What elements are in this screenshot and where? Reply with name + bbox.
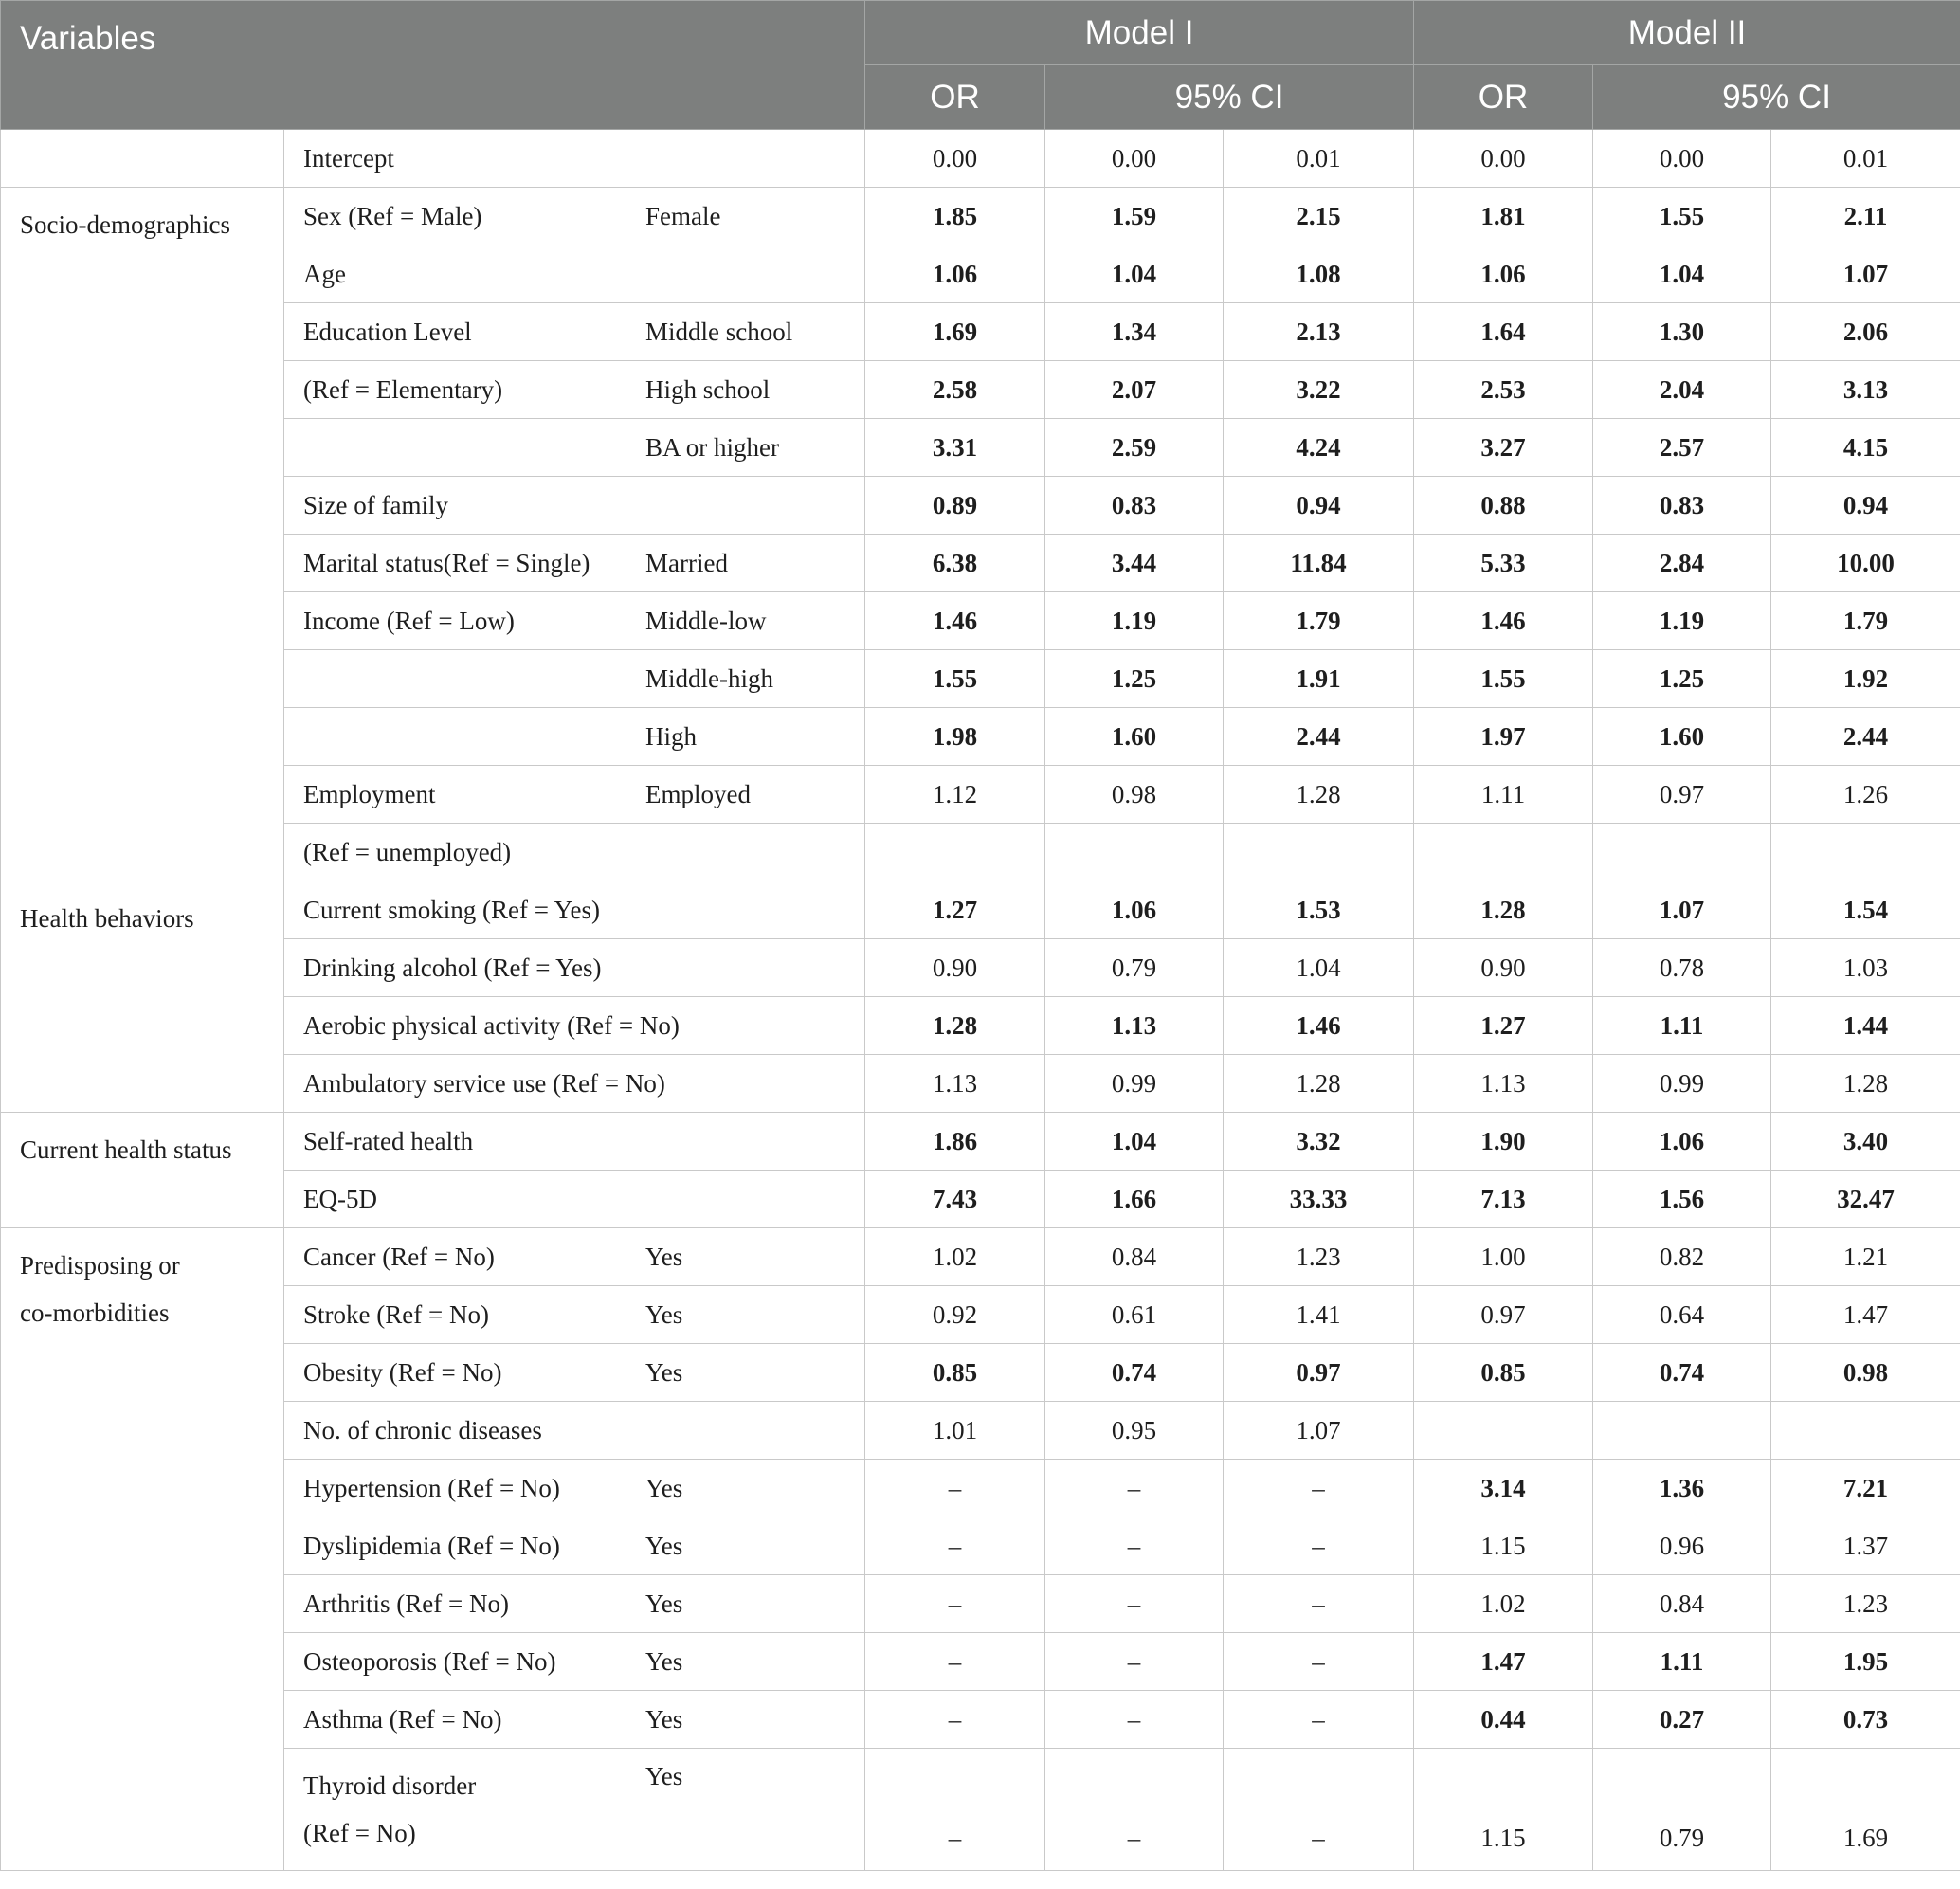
- table-row: [1, 535, 1960, 592]
- m1-or: 1.02: [865, 1228, 1045, 1286]
- variable-label: Hypertension (Ref = No): [284, 1460, 626, 1517]
- m1-or: 1.85: [865, 188, 1045, 245]
- m1-or: 0.92: [865, 1286, 1045, 1344]
- m1-or: [865, 824, 1045, 881]
- category-label: Yes: [626, 1517, 865, 1575]
- m1-ci-high: 1.07: [1224, 1402, 1414, 1460]
- m2-ci-low: 1.07: [1593, 881, 1771, 939]
- m2-ci-high: 1.21: [1771, 1228, 1960, 1286]
- m1-ci-high: 1.28: [1224, 766, 1414, 824]
- m2-or: 1.06: [1414, 245, 1593, 303]
- m1-ci-high: 2.13: [1224, 303, 1414, 361]
- category-label: High school: [626, 361, 865, 419]
- m2-ci-high: 0.94: [1771, 477, 1960, 535]
- group-predisposing-line1: Predisposing or: [20, 1251, 180, 1280]
- m2-ci-high: 32.47: [1771, 1171, 1960, 1228]
- m2-or: 0.97: [1414, 1286, 1593, 1344]
- m2-or: 2.53: [1414, 361, 1593, 419]
- table-row: [1, 824, 1960, 881]
- m2-or: [1414, 824, 1593, 881]
- m2-or: 1.55: [1414, 650, 1593, 708]
- m2-or: 1.90: [1414, 1113, 1593, 1171]
- m2-ci-low: 2.57: [1593, 419, 1771, 477]
- variable-label: Dyslipidemia (Ref = No): [284, 1517, 626, 1575]
- category-label: [626, 245, 865, 303]
- variable-label: Size of family: [284, 477, 626, 535]
- variable-label: Stroke (Ref = No): [284, 1286, 626, 1344]
- m2-ci-low: 0.83: [1593, 477, 1771, 535]
- m2-ci-high: 7.21: [1771, 1460, 1960, 1517]
- m1-ci-high: 0.01: [1224, 130, 1414, 188]
- variable-label: [284, 650, 626, 708]
- category-label: Middle-high: [626, 650, 865, 708]
- category-label: Yes: [626, 1286, 865, 1344]
- m2-ci-low: 1.19: [1593, 592, 1771, 650]
- m2-ci-high: 1.28: [1771, 1055, 1960, 1113]
- m1-ci-low: –: [1045, 1460, 1224, 1517]
- m1-ci-low: 0.00: [1045, 130, 1224, 188]
- variable-label: [284, 419, 626, 477]
- variable-label: Asthma (Ref = No): [284, 1691, 626, 1749]
- m1-ci-low: 1.13: [1045, 997, 1224, 1055]
- category-label: [626, 130, 865, 188]
- m2-or: 1.11: [1414, 766, 1593, 824]
- m2-or: 0.44: [1414, 1691, 1593, 1749]
- table-row: [1, 997, 1960, 1055]
- m1-or: 0.90: [865, 939, 1045, 997]
- m1-ci-high: 1.04: [1224, 939, 1414, 997]
- m1-ci-high: 2.15: [1224, 188, 1414, 245]
- category-label: Yes: [626, 1344, 865, 1402]
- m2-or: 1.15: [1414, 1517, 1593, 1575]
- m1-or: 0.85: [865, 1344, 1045, 1402]
- m1-ci-high: 1.28: [1224, 1055, 1414, 1113]
- m1-or: 2.58: [865, 361, 1045, 419]
- m1-ci-high: 2.44: [1224, 708, 1414, 766]
- category-label: Yes: [626, 1749, 865, 1871]
- category-label: Yes: [626, 1575, 865, 1633]
- variable-label: Obesity (Ref = No): [284, 1344, 626, 1402]
- m2-or: 1.81: [1414, 188, 1593, 245]
- table-row: [1, 303, 1960, 361]
- table-row: [1, 1460, 1960, 1517]
- m2-ci-low: 2.84: [1593, 535, 1771, 592]
- table-row: [1, 1691, 1960, 1749]
- m1-or: 1.86: [865, 1113, 1045, 1171]
- variable-label: Ambulatory service use (Ref = No): [284, 1055, 865, 1113]
- m2-ci-low: 0.74: [1593, 1344, 1771, 1402]
- m1-or: 1.28: [865, 997, 1045, 1055]
- m1-ci-low: 1.59: [1045, 188, 1224, 245]
- m2-ci-high: 3.13: [1771, 361, 1960, 419]
- m2-or: 0.00: [1414, 130, 1593, 188]
- m1-ci-low: –: [1045, 1517, 1224, 1575]
- m1-ci-high: 1.53: [1224, 881, 1414, 939]
- m2-or: 1.64: [1414, 303, 1593, 361]
- m2-ci-low: 1.60: [1593, 708, 1771, 766]
- m2-ci-low: 0.96: [1593, 1517, 1771, 1575]
- m1-ci-low: 2.07: [1045, 361, 1224, 419]
- m2-or: 1.15: [1414, 1749, 1593, 1871]
- m2-or: 1.28: [1414, 881, 1593, 939]
- m1-ci-low: 1.04: [1045, 1113, 1224, 1171]
- model1-header: Model I: [865, 1, 1414, 65]
- m1-or: 0.89: [865, 477, 1045, 535]
- m2-ci-high: 1.07: [1771, 245, 1960, 303]
- table-row: [1, 1344, 1960, 1402]
- m2-or: 1.02: [1414, 1575, 1593, 1633]
- m1-ci-low: 0.95: [1045, 1402, 1224, 1460]
- m1-ci-low: –: [1045, 1691, 1224, 1749]
- variable-label: Income (Ref = Low): [284, 592, 626, 650]
- m2-ci-high: 4.15: [1771, 419, 1960, 477]
- m1-or: 1.27: [865, 881, 1045, 939]
- m1-ci-low: –: [1045, 1575, 1224, 1633]
- m2-or: [1414, 1402, 1593, 1460]
- m2-ci-high: 1.26: [1771, 766, 1960, 824]
- category-label: Married: [626, 535, 865, 592]
- table-row: [1, 592, 1960, 650]
- m2-or: 1.47: [1414, 1633, 1593, 1691]
- table-header: [1, 1, 1960, 130]
- table-row: [1, 881, 1960, 939]
- category-label: Female: [626, 188, 865, 245]
- m2-or: 1.13: [1414, 1055, 1593, 1113]
- m2-ci-low: 1.36: [1593, 1460, 1771, 1517]
- variable-label: Arthritis (Ref = No): [284, 1575, 626, 1633]
- m1-ci-low: 1.19: [1045, 592, 1224, 650]
- m1-ci-low: 1.06: [1045, 881, 1224, 939]
- m1-ci-low: 3.44: [1045, 535, 1224, 592]
- m2-or: 1.46: [1414, 592, 1593, 650]
- m1-ci-low: 1.34: [1045, 303, 1224, 361]
- group-health-behaviors: Health behaviors: [1, 881, 284, 1113]
- m1-or: 1.69: [865, 303, 1045, 361]
- m1-ci-high: 3.32: [1224, 1113, 1414, 1171]
- m1-ci-high: –: [1224, 1517, 1414, 1575]
- variable-label: Drinking alcohol (Ref = Yes): [284, 939, 865, 997]
- category-label: [626, 477, 865, 535]
- variable-label: Aerobic physical activity (Ref = No): [284, 997, 865, 1055]
- m1-or: 7.43: [865, 1171, 1045, 1228]
- m2-ci-low: 1.06: [1593, 1113, 1771, 1171]
- m2-ci-high: 1.95: [1771, 1633, 1960, 1691]
- variable-label: Self-rated health: [284, 1113, 626, 1171]
- variable-label: Current smoking (Ref = Yes): [284, 881, 865, 939]
- m2-ci-low: 0.99: [1593, 1055, 1771, 1113]
- m2-or: 5.33: [1414, 535, 1593, 592]
- m2-ci-high: 1.79: [1771, 592, 1960, 650]
- m1-or: –: [865, 1575, 1045, 1633]
- m2-ci-low: 0.78: [1593, 939, 1771, 997]
- m1-ci-high: –: [1224, 1749, 1414, 1871]
- table-row: [1, 1055, 1960, 1113]
- table-row: [1, 1286, 1960, 1344]
- table-row: [1, 477, 1960, 535]
- variable-label: Age: [284, 245, 626, 303]
- category-label: Yes: [626, 1460, 865, 1517]
- m1-ci-high: [1224, 824, 1414, 881]
- m1-ci-low: 2.59: [1045, 419, 1224, 477]
- m1-ci-high: 1.41: [1224, 1286, 1414, 1344]
- m2-or: 0.88: [1414, 477, 1593, 535]
- variable-label-line2: (Ref = No): [303, 1819, 416, 1847]
- m1-ci-high: 1.08: [1224, 245, 1414, 303]
- variable-label: EQ-5D: [284, 1171, 626, 1228]
- m2-ci-low: 1.30: [1593, 303, 1771, 361]
- m1-ci-high: 1.23: [1224, 1228, 1414, 1286]
- m2-ci-low: 2.04: [1593, 361, 1771, 419]
- m1-ci-low: 1.04: [1045, 245, 1224, 303]
- m2-ci-low: 0.97: [1593, 766, 1771, 824]
- m1-ci-low: [1045, 824, 1224, 881]
- m1-or: 0.00: [865, 130, 1045, 188]
- m1-ci-low: 0.79: [1045, 939, 1224, 997]
- category-label: BA or higher: [626, 419, 865, 477]
- category-label: [626, 1171, 865, 1228]
- m2-ci-high: 0.01: [1771, 130, 1960, 188]
- m2-or: 3.14: [1414, 1460, 1593, 1517]
- variable-label: Marital status(Ref = Single): [284, 535, 626, 592]
- m1-or: 1.01: [865, 1402, 1045, 1460]
- m1-or: –: [865, 1517, 1045, 1575]
- m1-ci-high: –: [1224, 1691, 1414, 1749]
- model1-or-header: OR: [865, 65, 1045, 130]
- m1-ci-low: 0.84: [1045, 1228, 1224, 1286]
- m1-ci-low: 0.61: [1045, 1286, 1224, 1344]
- m1-ci-low: –: [1045, 1749, 1224, 1871]
- m1-ci-high: 4.24: [1224, 419, 1414, 477]
- table-row: [1, 419, 1960, 477]
- m1-ci-high: 33.33: [1224, 1171, 1414, 1228]
- category-label: [626, 1402, 865, 1460]
- group-socio-demographics: Socio-demographics: [1, 188, 284, 881]
- m2-or: 1.27: [1414, 997, 1593, 1055]
- m1-ci-low: 0.99: [1045, 1055, 1224, 1113]
- m2-ci-high: 1.44: [1771, 997, 1960, 1055]
- table-row: [1, 188, 1960, 245]
- variables-header: Variables: [1, 1, 865, 130]
- variable-label: [284, 1749, 626, 1871]
- m2-or: 0.90: [1414, 939, 1593, 997]
- m1-or: –: [865, 1691, 1045, 1749]
- table-row: [1, 361, 1960, 419]
- variable-label: Employment: [284, 766, 626, 824]
- variable-label: Sex (Ref = Male): [284, 188, 626, 245]
- m1-ci-low: 0.74: [1045, 1344, 1224, 1402]
- table-row: [1, 1517, 1960, 1575]
- variable-label: (Ref = Elementary): [284, 361, 626, 419]
- m1-or: –: [865, 1633, 1045, 1691]
- m1-ci-high: 1.79: [1224, 592, 1414, 650]
- m1-or: 3.31: [865, 419, 1045, 477]
- m1-ci-high: –: [1224, 1575, 1414, 1633]
- m2-ci-high: 1.92: [1771, 650, 1960, 708]
- m2-ci-high: 0.73: [1771, 1691, 1960, 1749]
- category-label: [626, 824, 865, 881]
- group-predisposing-line2: co-morbidities: [20, 1299, 170, 1327]
- group-predisposing: [1, 1228, 284, 1871]
- variable-label: Intercept: [284, 130, 626, 188]
- category-label: High: [626, 708, 865, 766]
- variable-label: [284, 708, 626, 766]
- m2-ci-high: 1.69: [1771, 1749, 1960, 1871]
- m2-ci-low: 1.25: [1593, 650, 1771, 708]
- m2-ci-low: 0.84: [1593, 1575, 1771, 1633]
- table-row: [1, 1633, 1960, 1691]
- m1-ci-high: 1.91: [1224, 650, 1414, 708]
- m2-ci-low: 0.00: [1593, 130, 1771, 188]
- m2-ci-low: 1.55: [1593, 188, 1771, 245]
- category-label: Middle-low: [626, 592, 865, 650]
- m1-or: 1.06: [865, 245, 1045, 303]
- category-label: Yes: [626, 1691, 865, 1749]
- m1-ci-low: 0.83: [1045, 477, 1224, 535]
- category-label: Middle school: [626, 303, 865, 361]
- model2-header: Model II: [1414, 1, 1960, 65]
- table-body: [1, 130, 1960, 1871]
- m1-or: 1.55: [865, 650, 1045, 708]
- variable-label: Osteoporosis (Ref = No): [284, 1633, 626, 1691]
- m2-ci-low: 0.27: [1593, 1691, 1771, 1749]
- m2-ci-high: 1.54: [1771, 881, 1960, 939]
- m2-or: 7.13: [1414, 1171, 1593, 1228]
- model2-ci-header: 95% CI: [1593, 65, 1960, 130]
- m1-ci-low: –: [1045, 1633, 1224, 1691]
- m1-ci-high: 1.46: [1224, 997, 1414, 1055]
- m2-ci-high: 0.98: [1771, 1344, 1960, 1402]
- m2-ci-low: 1.56: [1593, 1171, 1771, 1228]
- m1-or: –: [865, 1460, 1045, 1517]
- m2-ci-low: 0.79: [1593, 1749, 1771, 1871]
- table-row: [1, 650, 1960, 708]
- model1-ci-header: 95% CI: [1045, 65, 1414, 130]
- m1-or: 1.13: [865, 1055, 1045, 1113]
- table-row: [1, 1228, 1960, 1286]
- m2-ci-high: [1771, 824, 1960, 881]
- m1-ci-low: 0.98: [1045, 766, 1224, 824]
- table-row: [1, 1171, 1960, 1228]
- m2-ci-low: 0.64: [1593, 1286, 1771, 1344]
- category-label: Yes: [626, 1228, 865, 1286]
- table-row: [1, 1402, 1960, 1460]
- m1-ci-high: 0.97: [1224, 1344, 1414, 1402]
- m1-or: 1.98: [865, 708, 1045, 766]
- m2-ci-low: 1.11: [1593, 1633, 1771, 1691]
- table-row: [1, 130, 1960, 188]
- m2-ci-high: [1771, 1402, 1960, 1460]
- m2-ci-low: [1593, 1402, 1771, 1460]
- m2-ci-low: [1593, 824, 1771, 881]
- m1-or: 6.38: [865, 535, 1045, 592]
- category-label: Employed: [626, 766, 865, 824]
- variable-label-line1: Thyroid disorder: [303, 1771, 477, 1800]
- m1-or: 1.46: [865, 592, 1045, 650]
- m1-or: –: [865, 1749, 1045, 1871]
- m2-or: 3.27: [1414, 419, 1593, 477]
- m2-or: 0.85: [1414, 1344, 1593, 1402]
- m1-or: 1.12: [865, 766, 1045, 824]
- table-row: [1, 766, 1960, 824]
- m2-ci-high: 2.11: [1771, 188, 1960, 245]
- variable-label: Cancer (Ref = No): [284, 1228, 626, 1286]
- m2-ci-high: 1.37: [1771, 1517, 1960, 1575]
- group-cell: [1, 130, 284, 188]
- variable-label: Education Level: [284, 303, 626, 361]
- table-row: [1, 939, 1960, 997]
- m2-ci-high: 2.44: [1771, 708, 1960, 766]
- m1-ci-high: 11.84: [1224, 535, 1414, 592]
- m1-ci-high: 3.22: [1224, 361, 1414, 419]
- m2-ci-high: 10.00: [1771, 535, 1960, 592]
- table-row: [1, 1749, 1960, 1871]
- m2-ci-high: 1.03: [1771, 939, 1960, 997]
- category-label: [626, 1113, 865, 1171]
- table-row: [1, 1113, 1960, 1171]
- m2-ci-high: 3.40: [1771, 1113, 1960, 1171]
- table-row: [1, 708, 1960, 766]
- m2-ci-low: 0.82: [1593, 1228, 1771, 1286]
- variable-label: No. of chronic diseases: [284, 1402, 626, 1460]
- model2-or-header: OR: [1414, 65, 1593, 130]
- m2-ci-low: 1.04: [1593, 245, 1771, 303]
- m2-ci-low: 1.11: [1593, 997, 1771, 1055]
- m1-ci-high: 0.94: [1224, 477, 1414, 535]
- m1-ci-low: 1.60: [1045, 708, 1224, 766]
- variable-label: (Ref = unemployed): [284, 824, 626, 881]
- group-current-health-status: Current health status: [1, 1113, 284, 1228]
- m2-or: 1.97: [1414, 708, 1593, 766]
- table-row: [1, 1575, 1960, 1633]
- m2-or: 1.00: [1414, 1228, 1593, 1286]
- m2-ci-high: 1.23: [1771, 1575, 1960, 1633]
- m1-ci-high: –: [1224, 1633, 1414, 1691]
- m2-ci-high: 1.47: [1771, 1286, 1960, 1344]
- category-label: Yes: [626, 1633, 865, 1691]
- m1-ci-low: 1.25: [1045, 650, 1224, 708]
- table-row: [1, 245, 1960, 303]
- m2-ci-high: 2.06: [1771, 303, 1960, 361]
- m1-ci-low: 1.66: [1045, 1171, 1224, 1228]
- m1-ci-high: –: [1224, 1460, 1414, 1517]
